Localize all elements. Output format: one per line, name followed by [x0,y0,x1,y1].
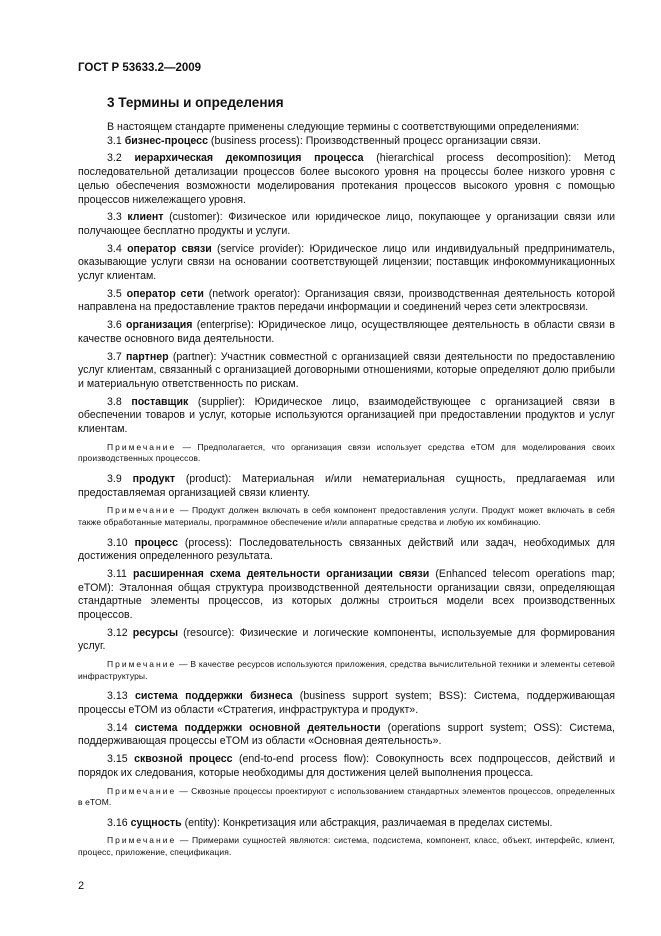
term-name: расширенная схема деятельности организации связи [132,567,430,580]
term-definition: (customer): Физическое или юридическое лицо, покупающее у организации связи или получающее бесплатно продукты и услуги. [78,211,615,237]
term-number: 3.7 [107,350,122,363]
document-header: ГОСТ Р 53633.2—2009 [78,62,202,74]
term-name: бизнес-процесс [124,134,208,147]
term-definition: (partner): Участник совместной с организацией связи деятельности по предоставлению услуг клиентам, связанный с организацией договорными отношениями, которые определяют долю прибыли и материальную ответственность по рискам. [78,350,615,390]
term-entry [78,722,615,749]
term-number: 3.11 [107,567,127,580]
term-entry [78,319,615,346]
term-name: сущность [130,816,182,829]
term-number: 3.6 [107,319,122,332]
term-entry [78,135,615,149]
term-name: сквозной процесс [134,753,233,766]
intro-paragraph: В настоящем стандарте применены следующие термины с соответствующими определениями: [107,121,580,133]
term-entry [78,627,615,654]
term-definition: (entity): Конкретизация или абстракция, различаемая в пределах системы. [181,816,553,829]
page-number: 2 [78,880,85,892]
term-number: 3.9 [107,472,122,485]
term-definition: (hierarchical process decomposition): Метод последовательной детализации процессов более высокого уровня на процессы более низкого уровня с целью обеспечения возможности моделирования протекания процессов высокого уровня с помощью процессов нижележащего уровня. [78,152,615,206]
note-label: Примечание [107,441,177,452]
term-definition: (operations support system; OSS): Система, поддерживающая процессы eTOM из области «Основная деятельность». [78,721,615,748]
term-entry [78,753,615,780]
term-definition: (network operator): Организация связи, производственная деятельность которой направлена на предоставление трактов передачи информации и соединений через сети электросвязи. [78,287,615,314]
term-name: продукт [132,472,176,485]
term-number: 3.1 [107,134,122,147]
term-entry [78,473,615,500]
note-text: — Продукт должен включать в себя компонент предоставления услуги. Продукт может включать в себя также обработанные материалы, программное обеспечение и/или аппаратные средства и любую их комбинацию. [78,505,615,527]
note-text: — В качестве ресурсов используются приложения, средства вычислительной техники и элементы сетевой инфраструктуры. [78,659,615,681]
term-entry [78,396,615,437]
term-definition: (end-to-end process flow): Совокупность всех подпроцессов, действий и порядок их следования, которые необходимы для достижения целей выполнения процесса. [78,753,615,779]
term-definition: (enterprise): Юридическое лицо, осуществляющее деятельность в области связи в качестве основного вида деятельности. [78,319,615,345]
term-entry [78,537,615,564]
term-entry [78,152,615,207]
term-definition: (product): Материальная и/или нематериальная сущность, предлагаемая или предоставляемая организацией связи клиенту. [78,472,615,499]
term-name: партнер [126,350,169,363]
term-name: система поддержки основной деятельности [134,721,381,734]
section-title: 3 Термины и определения [107,95,284,110]
note-text: — Предполагается, что организация связи использует средства eTOM для моделирования своих производственных процессов. [78,441,615,464]
term-definition: (Enhanced telecom operations map; eTOM): Эталонная общая структура производственной деятельности организации связи, определяющая стандартные элементы процессов, из которых должны строиться модели всех производственных процессов. [78,567,616,622]
term-number: 3.14 [107,721,128,734]
term-definition: (resource): Физические и логические компоненты, используемые для формирования услуг. [78,626,615,653]
term-number: 3.13 [107,690,128,703]
term-note [78,786,615,809]
note-label: Примечание [107,785,177,796]
term-entry [78,288,615,315]
term-definition: (supplier): Юридическое лицо, взаимодействующее с организацией связи в обеспечении товаров и услуг, которые используются организацией при предоставлении продуктов и услуг клиентам. [78,395,615,436]
term-entry [78,817,615,831]
term-name: организация [126,319,193,332]
term-name: клиент [127,211,164,224]
term-definition: (process): Последовательность связанных действий или задач, необходимых для достижения определенного результата. [78,536,616,563]
term-number: 3.8 [107,395,122,408]
term-name: система поддержки бизнеса [134,690,293,703]
term-number: 3.15 [107,753,128,766]
term-name: процесс [134,536,178,549]
term-entry [78,211,615,238]
term-name: ресурсы [132,626,179,639]
terms-list [78,135,615,859]
note-text: — Сквозные процессы проектируют с использованием стандартных элементов процессов, определенных в eTOM. [78,785,615,808]
term-entry [78,243,615,284]
term-number: 3.5 [107,287,122,300]
term-note [78,659,615,682]
term-entry [78,568,615,623]
term-name: оператор сети [126,287,204,300]
term-note [78,505,615,528]
term-definition: (service provider): Юридическое лицо или индивидуальный предприниматель, оказывающие услуги связи на основании соответствующей лицензии; поставщик инфокоммуникационных услуг клиентам. [78,242,615,283]
term-number: 3.4 [107,242,122,255]
terms-body [78,121,615,867]
note-label: Примечание [107,835,177,846]
term-definition: (business support system; BSS): Система, поддерживающая процессы eTOM из области «Стратегия, инфраструктура и продукт». [78,690,615,717]
term-name: поставщик [131,395,189,408]
note-text: — Примерами сущностей являются: система, подсистема, компонент, класс, объект, интерфейс, клиент, процесс, приложение, спецификация. [78,835,615,858]
term-name: оператор связи [127,242,212,255]
term-entry [78,690,615,717]
term-note [78,442,615,465]
term-number: 3.16 [107,816,128,829]
term-note [78,835,615,858]
term-name: иерархическая декомпозиция процесса [134,152,364,165]
term-number: 3.10 [107,536,128,549]
term-number: 3.2 [107,152,122,165]
note-label: Примечание [107,659,177,670]
note-label: Примечание [107,505,177,516]
term-entry [78,351,615,392]
term-number: 3.12 [107,626,128,639]
term-definition: (business process): Производственный процесс организации связи. [207,134,541,147]
term-number: 3.3 [107,211,122,224]
